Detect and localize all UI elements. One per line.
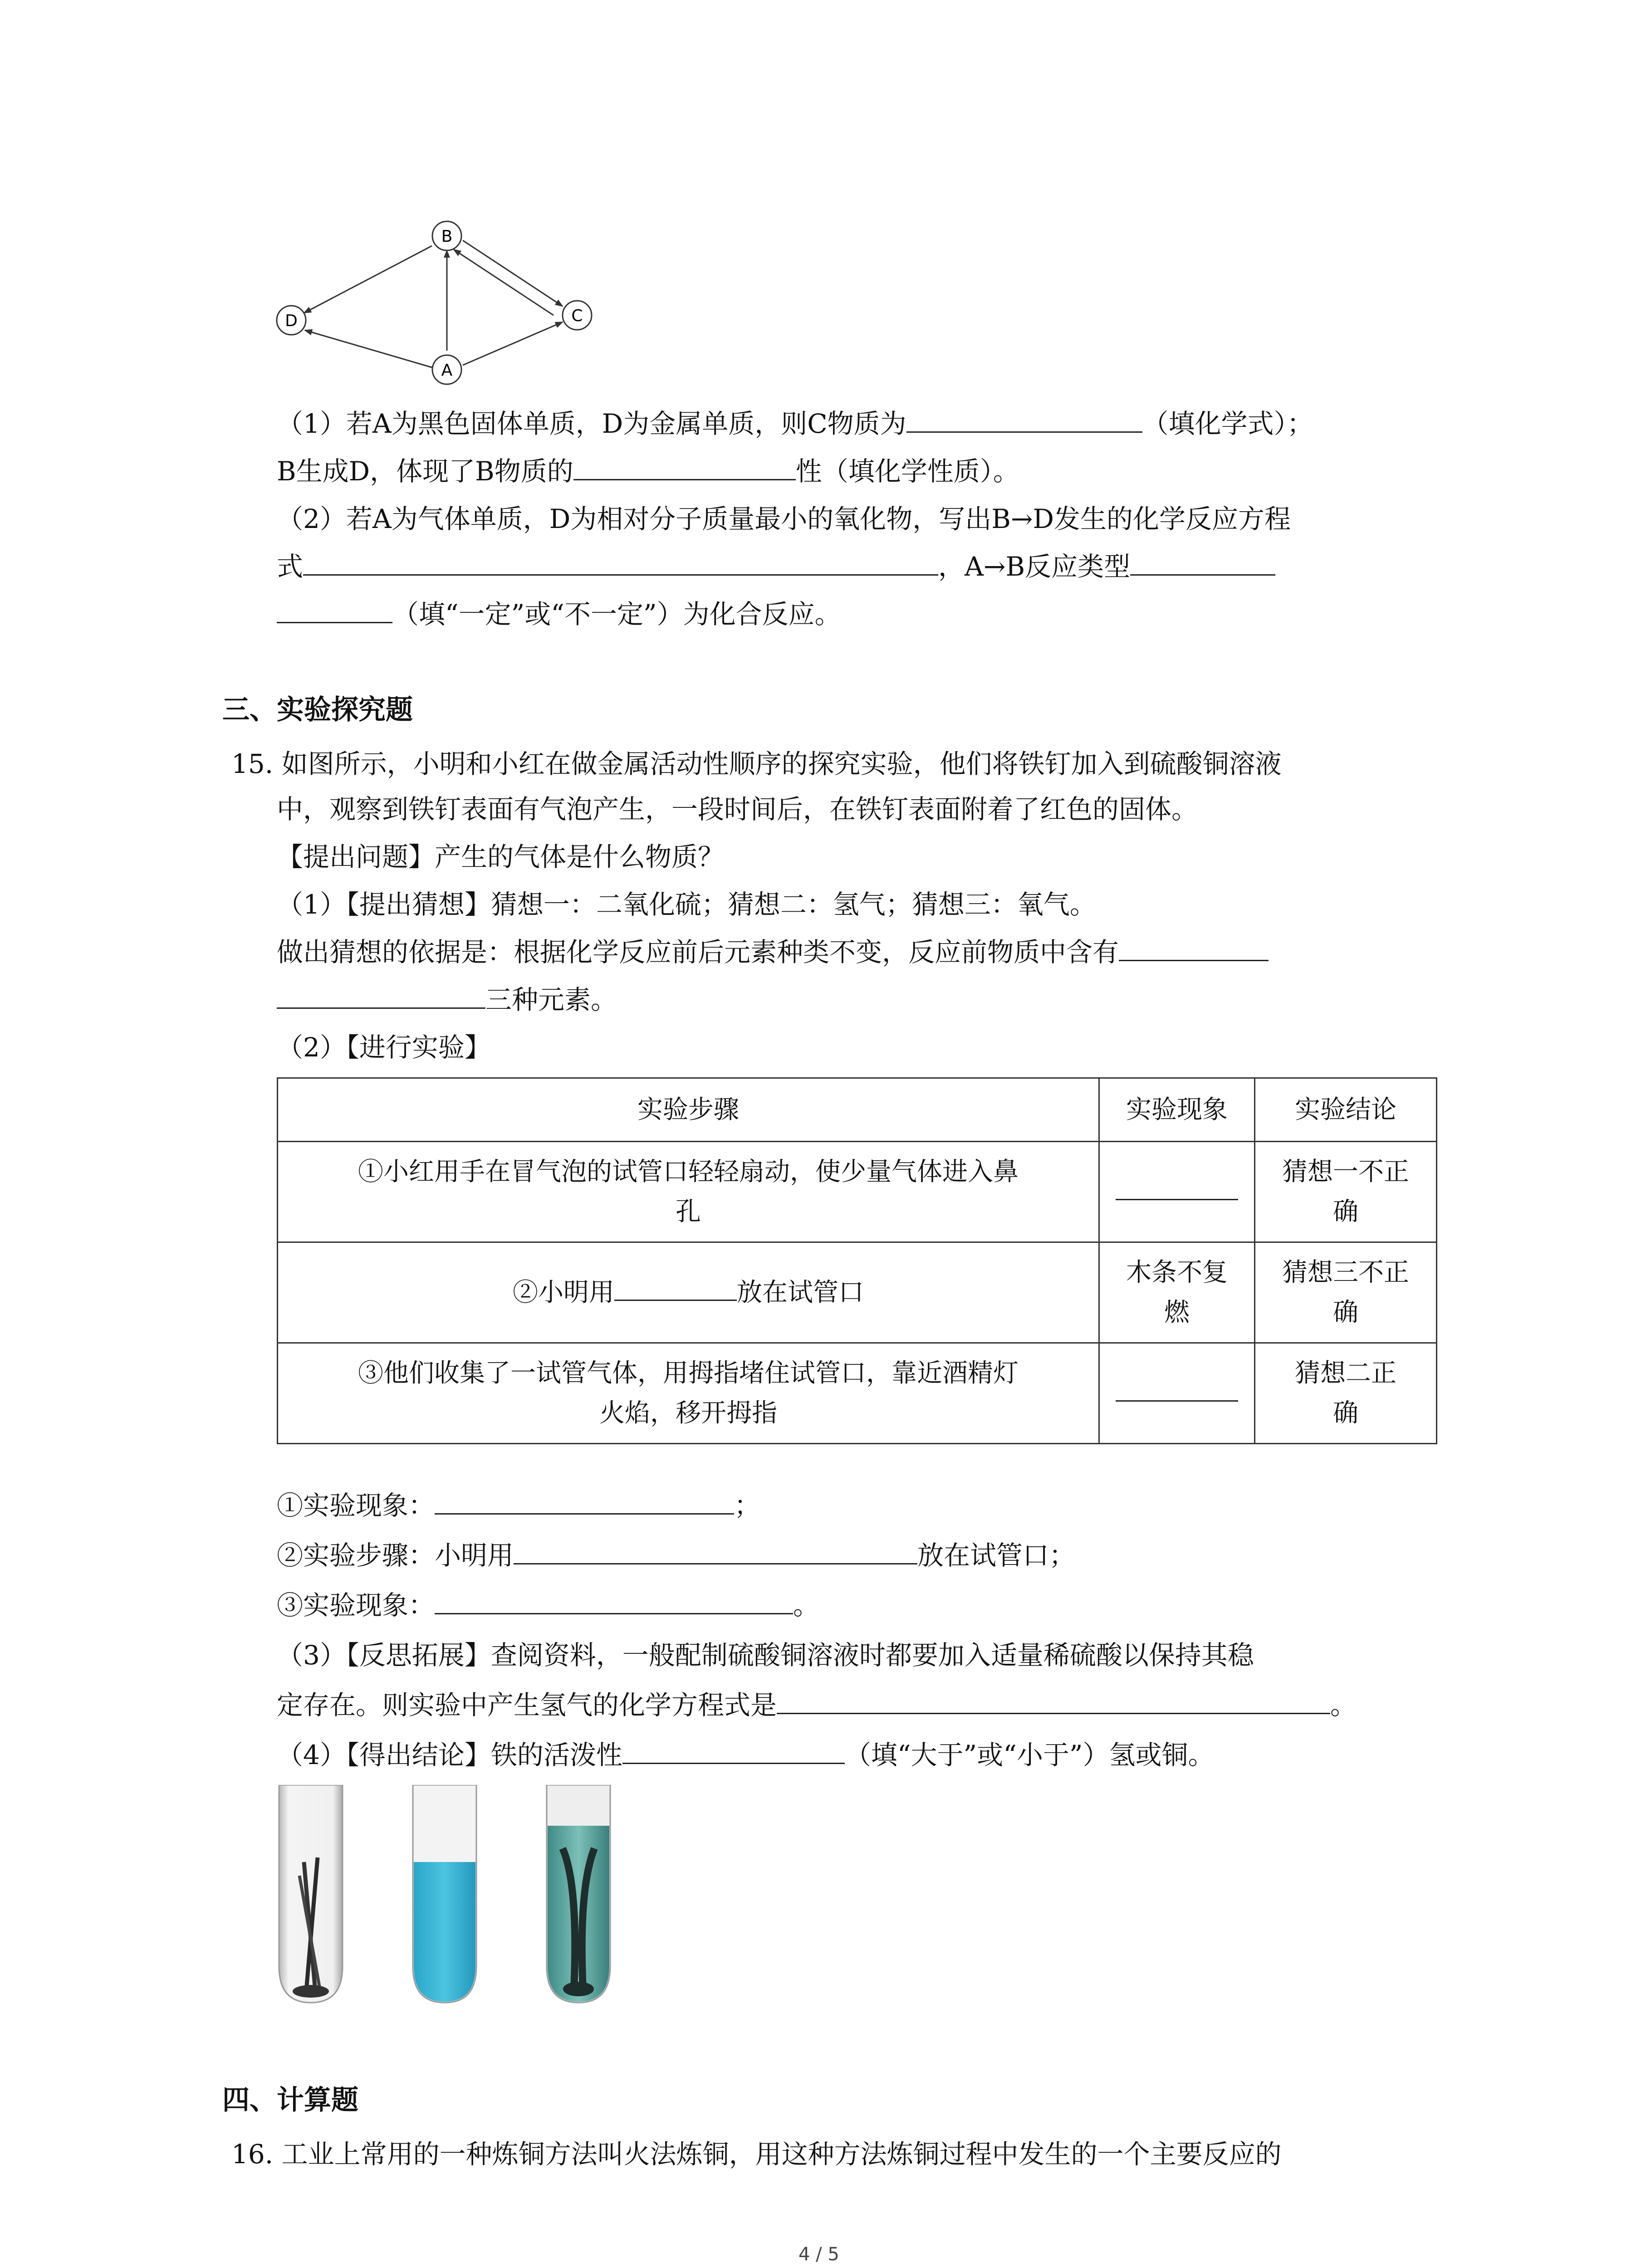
- row2-step-start: ②小明用: [513, 1277, 614, 1307]
- row2-phenomenon: [1099, 1242, 1255, 1343]
- q15-line5-text: 做出猜想的依据是：根据化学反应前后元素种类不变，反应前物质中含有: [277, 937, 1119, 968]
- q14-part1-line2: [277, 456, 1019, 487]
- q14-blank-type-2[interactable]: [277, 621, 392, 623]
- q14-part2-line1: [277, 503, 1291, 534]
- experiment-table: [277, 1077, 1437, 1444]
- q15-part3-line2: [277, 1690, 1357, 1721]
- row3-conclusion: [1255, 1343, 1437, 1444]
- table-row: [278, 1343, 1437, 1444]
- row1-step-l1: ①小红用手在冒气泡的试管口轻轻扇动，使少量气体进入鼻: [358, 1157, 1019, 1187]
- reaction-diagram: [272, 213, 617, 395]
- q14-p1-text: （1）若A为黑色固体单质，D为金属单质，则C物质为: [277, 408, 906, 439]
- test-tube-nails-in-solution: [542, 1785, 615, 2007]
- q15-blank-elements-2[interactable]: [277, 1007, 485, 1009]
- row1-step: [278, 1142, 1099, 1242]
- row2-concl-l2: 确: [1333, 1297, 1358, 1327]
- q15-line6: [277, 984, 617, 1015]
- q14-blank-equation[interactable]: [303, 574, 938, 576]
- row2-conclusion: [1255, 1242, 1437, 1343]
- q15-line7: （2）【进行实验】: [277, 1032, 491, 1063]
- table-row: [278, 1242, 1437, 1343]
- node-d: [277, 306, 306, 335]
- q16-line1: 16. 工业上常用的一种炼铜方法叫火法炼铜，用这种方法炼铜过程中发生的一个主要反应的: [231, 2139, 1282, 2170]
- q15-line3: 【提出问题】产生的气体是什么物质？: [277, 841, 725, 872]
- row2-phen-l2: 燃: [1164, 1297, 1190, 1327]
- q15-line5: [277, 937, 1269, 968]
- q14-blank-type-1[interactable]: [1130, 574, 1275, 576]
- row3-step-l1: ③他们收集了一试管气体，用拇指堵住试管口，靠近酒精灯: [358, 1358, 1019, 1388]
- q14-p1-text-end: （填化学式）；: [1142, 408, 1313, 439]
- q15-line4: （1）【提出猜想】猜想一：二氧化硫；猜想二：氢气；猜想三：氧气。: [277, 889, 1096, 920]
- q14-p2l1-text: （2）若A为气体单质，D为相对分子质量最小的氧化物，写出B→D发生的化学反应方程: [277, 503, 1291, 534]
- p3l2-text: 定存在。则实验中产生氢气的化学方程式是: [277, 1690, 777, 1721]
- q14-p2l2-mid: ，A→B反应类型: [938, 551, 1131, 582]
- header-step: 实验步骤: [278, 1078, 1099, 1142]
- q14-p1l2-text: B生成D，体现了B物质的: [277, 456, 573, 487]
- node-d-label: D: [285, 312, 298, 330]
- node-c-label: C: [571, 307, 583, 325]
- q15-blank-elements-1[interactable]: [1119, 959, 1269, 961]
- header-conclusion: 实验结论: [1255, 1078, 1437, 1142]
- p4-end: （填“大于”或“小于”）氢或铜。: [844, 1740, 1215, 1770]
- header-phenomenon: 实验现象: [1099, 1078, 1255, 1142]
- q14-part2-line3: [277, 599, 841, 630]
- row3-concl-l1: 猜想二正: [1295, 1358, 1396, 1388]
- node-a-label: A: [441, 361, 453, 380]
- ans2-blank[interactable]: [514, 1563, 917, 1564]
- ans1-end: ；: [734, 1490, 761, 1521]
- q15-part4: [277, 1742, 1215, 1768]
- row2-phen-l1: 木条不复: [1126, 1257, 1228, 1287]
- q14-p2l2-start: 式: [277, 551, 304, 582]
- q15-answer1: [277, 1492, 760, 1519]
- row1-step-l2: 孔: [676, 1197, 701, 1227]
- ans3-start: ③实验现象：: [277, 1590, 435, 1621]
- row2-concl-l1: 猜想三不正: [1282, 1257, 1409, 1287]
- row3-phenomenon: [1099, 1343, 1255, 1444]
- q14-p2l3-end: （填“一定”或“不一定”）为化合反应。: [392, 599, 841, 630]
- row1-phenomenon: [1099, 1142, 1255, 1242]
- row3-step-l2: 火焰，移开拇指: [599, 1398, 777, 1428]
- p3-equation-blank[interactable]: [777, 1712, 1330, 1714]
- row2-step: [278, 1242, 1099, 1343]
- row2-step-end: 放在试管口: [737, 1277, 864, 1307]
- arrow-b-to-c: [463, 240, 563, 306]
- section4-title: 四、计算题: [222, 2084, 358, 2116]
- node-c: [563, 301, 592, 330]
- row1-concl-l1: 猜想一不正: [1282, 1157, 1409, 1187]
- page-number: 4 / 5: [798, 2244, 839, 2265]
- section3-title: 三、实验探究题: [222, 694, 413, 726]
- row3-phenomenon-blank[interactable]: [1116, 1400, 1238, 1402]
- q15-answer3: [277, 1590, 820, 1621]
- q14-part1-line1: [277, 408, 1313, 439]
- row3-concl-l2: 确: [1333, 1398, 1358, 1428]
- row1-conclusion: [1255, 1142, 1437, 1242]
- arrow-b-to-d: [304, 246, 432, 313]
- node-a: [432, 355, 461, 384]
- test-tube-copper-sulfate: [408, 1785, 481, 2007]
- arrow-c-to-b: [454, 249, 554, 315]
- ans3-end: 。: [793, 1590, 820, 1621]
- ans2-end: 放在试管口；: [917, 1540, 1076, 1571]
- ans3-blank[interactable]: [435, 1613, 793, 1614]
- test-tube-nails-dry: [274, 1785, 347, 2007]
- row1-phenomenon-blank[interactable]: [1116, 1198, 1238, 1200]
- q15-answer2: [277, 1542, 1075, 1569]
- ans1-blank[interactable]: [435, 1513, 734, 1515]
- q15-line6-end: 三种元素。: [485, 984, 617, 1015]
- table-header-row: [278, 1078, 1437, 1142]
- q14-blank-c-formula[interactable]: [906, 431, 1142, 433]
- p3l2-end: 。: [1330, 1690, 1357, 1721]
- row1-concl-l2: 确: [1333, 1197, 1358, 1227]
- ans1-start: ①实验现象：: [277, 1490, 435, 1521]
- row2-step-blank[interactable]: [614, 1299, 737, 1301]
- table-row: [278, 1142, 1437, 1242]
- node-b: [432, 221, 461, 250]
- node-b-label: B: [441, 227, 453, 246]
- q14-blank-b-property[interactable]: [573, 479, 796, 480]
- q14-p1l2-end: 性（填化学性质）。: [795, 456, 1019, 487]
- arrow-a-to-d: [305, 330, 432, 367]
- q14-part2-line2: [277, 553, 1275, 580]
- q15-part3-line1: （3）【反思拓展】查阅资料，一般配制硫酸铜溶液时都要加入适量稀硫酸以保持其稳: [277, 1640, 1254, 1671]
- q15-line2: 中，观察到铁钉表面有气泡产生，一段时间后，在铁钉表面附着了红色的固体。: [277, 794, 1198, 825]
- p4-start: （4）【得出结论】铁的活泼性: [277, 1740, 622, 1770]
- arrow-a-to-c: [463, 322, 563, 365]
- p4-blank[interactable]: [622, 1762, 845, 1764]
- q15-line1: 15. 如图所示，小明和小红在做金属活动性顺序的探究实验，他们将铁钉加入到硫酸铜溶液: [231, 748, 1282, 779]
- ans2-start: ②实验步骤：小明用: [277, 1540, 514, 1571]
- row3-step: [278, 1343, 1099, 1444]
